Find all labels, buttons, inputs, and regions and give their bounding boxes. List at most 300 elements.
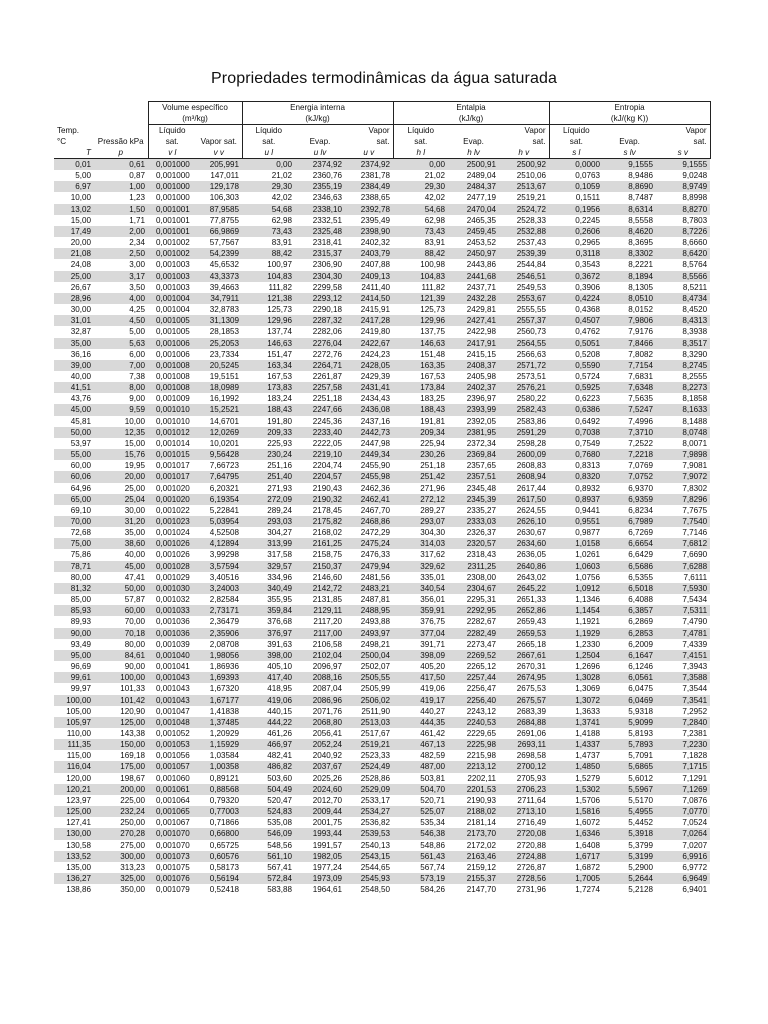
table-cell: 225,93 xyxy=(242,438,295,449)
table-cell: 583,88 xyxy=(242,884,295,895)
table-cell: 6,5686 xyxy=(603,561,656,572)
table-cell: 104,83 xyxy=(393,271,448,282)
pressure-header: Pressão kPa xyxy=(97,137,144,146)
table-cell: 0,001024 xyxy=(148,527,196,538)
table-cell: 0,001001 xyxy=(148,204,196,215)
table-cell: 2529,09 xyxy=(345,784,393,795)
table-cell: 2502,07 xyxy=(345,661,393,672)
table-cell: 0,7038 xyxy=(549,427,603,438)
table-cell: 5,3918 xyxy=(603,828,656,839)
table-cell: 21,02 xyxy=(242,170,295,181)
table-cell: 0,8313 xyxy=(549,460,603,471)
table-cell: 100,98 xyxy=(393,259,448,270)
group-enthalpy: Entalpia xyxy=(393,102,549,114)
table-cell: 7,5635 xyxy=(603,393,656,404)
table-cell: 2442,73 xyxy=(345,427,393,438)
table-cell: 2429,81 xyxy=(448,304,499,315)
table-cell: 120,21 xyxy=(54,784,94,795)
table-cell: 10,00 xyxy=(94,416,148,427)
table-cell: 1991,57 xyxy=(295,840,345,851)
table-cell: 111,82 xyxy=(393,282,448,293)
table-cell: 129,178 xyxy=(196,181,242,192)
table-row xyxy=(54,427,710,438)
table-cell: 0,001006 xyxy=(148,349,196,360)
table-cell: 225,94 xyxy=(393,438,448,449)
table-cell: 77,8755 xyxy=(196,215,242,226)
table-cell: 584,26 xyxy=(393,884,448,895)
table-cell: 0,001061 xyxy=(148,784,196,795)
table-cell: 5,4452 xyxy=(603,817,656,828)
table-cell: 0,001028 xyxy=(148,561,196,572)
table-cell: 15,2521 xyxy=(196,404,242,415)
table-cell: 340,49 xyxy=(242,583,295,594)
table-cell: 2598,28 xyxy=(499,438,549,449)
table-cell: 482,41 xyxy=(242,750,295,761)
group-entropy: Entropia xyxy=(549,102,710,114)
table-cell: 2071,76 xyxy=(295,706,345,717)
table-cell: 99,61 xyxy=(54,672,94,683)
table-cell: 2188,02 xyxy=(448,806,499,817)
table-cell: 121,39 xyxy=(393,293,448,304)
table-cell: 0,60576 xyxy=(196,851,242,862)
table-cell: 2417,91 xyxy=(448,338,499,349)
table-cell: 504,70 xyxy=(393,784,448,795)
table-row xyxy=(54,862,710,873)
table-cell: 104,83 xyxy=(242,271,295,282)
table-cell: 275,00 xyxy=(94,840,148,851)
table-cell: 20,00 xyxy=(54,237,94,248)
table-cell: 2282,06 xyxy=(295,326,345,337)
table-cell: 0,001005 xyxy=(148,315,196,326)
table-cell: 7,4339 xyxy=(656,639,710,650)
table-cell: 2332,51 xyxy=(295,215,345,226)
table-cell: 377,04 xyxy=(393,628,448,639)
table-cell: 60,06 xyxy=(54,471,94,482)
table-cell: 7,0876 xyxy=(656,795,710,806)
table-cell: 7,64795 xyxy=(196,471,242,482)
table-cell: 1,6072 xyxy=(549,817,603,828)
table-cell: 105,00 xyxy=(54,706,94,717)
table-cell: 39,00 xyxy=(54,360,94,371)
table-cell: 0,001010 xyxy=(148,416,196,427)
symbol-ulv: u lv xyxy=(313,148,327,157)
table-cell: 0,001057 xyxy=(148,761,196,772)
table-cell: 25,2053 xyxy=(196,338,242,349)
table-cell: 2202,11 xyxy=(448,773,499,784)
table-cell: 28,1853 xyxy=(196,326,242,337)
table-cell: 1,2696 xyxy=(549,661,603,672)
table-cell: 26,67 xyxy=(54,282,94,293)
table-cell: 1,37485 xyxy=(196,717,242,728)
table-row xyxy=(54,817,710,828)
table-cell: 90,00 xyxy=(94,661,148,672)
table-cell: 5,5967 xyxy=(603,784,656,795)
table-cell: 5,22841 xyxy=(196,505,242,516)
table-cell: 417,50 xyxy=(393,672,448,683)
table-cell: 572,84 xyxy=(242,873,295,884)
table-cell: 7,38 xyxy=(94,371,148,382)
table-cell: 1,0603 xyxy=(549,561,603,572)
table-cell: 34,7911 xyxy=(196,293,242,304)
table-cell: 88,42 xyxy=(393,248,448,259)
table-cell: 60,00 xyxy=(94,605,148,616)
table-cell: 30,00 xyxy=(54,304,94,315)
table-cell: 7,6690 xyxy=(656,549,710,560)
table-cell: 2037,67 xyxy=(295,761,345,772)
table-cell: 2,50 xyxy=(94,248,148,259)
table-cell: 2600,09 xyxy=(499,449,549,460)
table-cell: 198,67 xyxy=(94,773,148,784)
table-cell: 6,1246 xyxy=(603,661,656,672)
table-cell: 8,4520 xyxy=(656,304,710,315)
table-cell: 38,60 xyxy=(94,538,148,549)
table-cell: 20,00 xyxy=(94,471,148,482)
table-cell: 329,62 xyxy=(393,561,448,572)
table-cell: 2429,39 xyxy=(345,371,393,382)
table-cell: 116,04 xyxy=(54,761,94,772)
symbol-slv: s lv xyxy=(623,148,636,157)
table-cell: 4,50 xyxy=(94,315,148,326)
table-cell: 5,7893 xyxy=(603,739,656,750)
table-cell: 6,0561 xyxy=(603,672,656,683)
table-cell: 329,57 xyxy=(242,561,295,572)
table-cell: 0,58173 xyxy=(196,862,242,873)
table-cell: 2472,29 xyxy=(345,527,393,538)
table-cell: 6,9359 xyxy=(603,494,656,505)
table-cell: 2025,26 xyxy=(295,773,345,784)
table-cell: 1977,24 xyxy=(295,862,345,873)
table-cell: 376,68 xyxy=(242,616,295,627)
table-cell: 0,001000 xyxy=(148,159,196,171)
table-row xyxy=(54,304,710,315)
table-cell: 2345,39 xyxy=(448,494,499,505)
table-row xyxy=(54,438,710,449)
table-cell: 1,69393 xyxy=(196,672,242,683)
table-cell: 7,8302 xyxy=(656,483,710,494)
table-cell: 209,33 xyxy=(242,427,295,438)
table-cell: 2213,12 xyxy=(448,761,499,772)
table-cell: 73,43 xyxy=(393,226,448,237)
table-row xyxy=(54,192,710,203)
table-cell: 35,00 xyxy=(54,338,94,349)
table-cell: 0,5724 xyxy=(549,371,603,382)
table-cell: 2147,70 xyxy=(448,884,499,895)
table-cell: 8,9749 xyxy=(656,181,710,192)
table-cell: 0,3672 xyxy=(549,271,603,282)
table-cell: 2225,98 xyxy=(448,739,499,750)
table-cell: 80,00 xyxy=(54,572,94,583)
table-cell: 2392,05 xyxy=(448,416,499,427)
table-cell: 405,10 xyxy=(242,661,295,672)
table-cell: 0,2245 xyxy=(549,215,603,226)
table-row xyxy=(54,371,710,382)
table-cell: 6,7989 xyxy=(603,516,656,527)
table-cell: 0,001043 xyxy=(148,683,196,694)
table-cell: 28,96 xyxy=(54,293,94,304)
table-cell: 7,2218 xyxy=(603,449,656,460)
table-cell: 0,5590 xyxy=(549,360,603,371)
table-cell: 5,5170 xyxy=(603,795,656,806)
table-cell: 0,56194 xyxy=(196,873,242,884)
table-cell: 2247,66 xyxy=(295,404,345,415)
table-cell: 2381,95 xyxy=(448,427,499,438)
table-cell: 2,35906 xyxy=(196,628,242,639)
table-cell: 7,7154 xyxy=(603,360,656,371)
table-cell: 2318,41 xyxy=(295,237,345,248)
table-row xyxy=(54,561,710,572)
table-cell: 31,1309 xyxy=(196,315,242,326)
table-cell: 524,83 xyxy=(242,806,295,817)
table-cell: 30,00 xyxy=(94,505,148,516)
table-cell: 1,86936 xyxy=(196,661,242,672)
table-cell: 0,001064 xyxy=(148,795,196,806)
table-cell: 8,0152 xyxy=(603,304,656,315)
table-cell: 106,303 xyxy=(196,192,242,203)
table-cell: 9,00 xyxy=(94,393,148,404)
table-cell: 0,001000 xyxy=(148,192,196,203)
symbol-sv: s v xyxy=(656,147,710,159)
table-row xyxy=(54,806,710,817)
table-cell: 376,97 xyxy=(242,628,295,639)
table-cell: 391,63 xyxy=(242,639,295,650)
table-cell: 1,5706 xyxy=(549,795,603,806)
table-cell: 14,6701 xyxy=(196,416,242,427)
table-cell: 2142,72 xyxy=(295,583,345,594)
header-row-groups xyxy=(54,102,710,114)
table-cell: 2624,55 xyxy=(499,505,549,516)
table-cell: 2,00 xyxy=(94,226,148,237)
table-cell: 0,001076 xyxy=(148,873,196,884)
table-cell: 32,87 xyxy=(54,326,94,337)
table-cell: 105,97 xyxy=(54,717,94,728)
symbol-p: p xyxy=(118,148,123,157)
table-cell: 418,95 xyxy=(242,683,295,694)
table-cell: 2052,24 xyxy=(295,739,345,750)
table-cell: 444,22 xyxy=(242,717,295,728)
table-cell: 2436,08 xyxy=(345,404,393,415)
table-cell: 356,01 xyxy=(393,594,448,605)
table-cell: 9,1555 xyxy=(603,159,656,171)
table-cell: 2338,10 xyxy=(295,204,345,215)
table-cell: 2652,86 xyxy=(499,605,549,616)
table-cell: 0,001060 xyxy=(148,773,196,784)
table-cell: 2546,51 xyxy=(499,271,549,282)
table-cell: 5,03954 xyxy=(196,516,242,527)
table-cell: 2553,67 xyxy=(499,293,549,304)
table-cell: 2325,48 xyxy=(295,226,345,237)
table-cell: 2475,24 xyxy=(345,538,393,549)
table-cell: 1,3072 xyxy=(549,695,603,706)
table-cell: 466,97 xyxy=(242,739,295,750)
table-cell: 2716,49 xyxy=(499,817,549,828)
table-cell: 0,001033 xyxy=(148,605,196,616)
table-cell: 0,001002 xyxy=(148,248,196,259)
table-cell: 2159,12 xyxy=(448,862,499,873)
table-cell: 0,001023 xyxy=(148,516,196,527)
table-cell: 0,001030 xyxy=(148,583,196,594)
table-cell: 317,62 xyxy=(393,549,448,560)
table-cell: 2265,12 xyxy=(448,661,499,672)
table-cell: 2024,60 xyxy=(295,784,345,795)
table-row xyxy=(54,215,710,226)
table-cell: 2700,12 xyxy=(499,761,549,772)
table-cell: 6,9370 xyxy=(603,483,656,494)
table-row xyxy=(54,873,710,884)
table-cell: 1,4850 xyxy=(549,761,603,772)
table-cell: 2384,49 xyxy=(345,181,393,192)
table-cell: 64,96 xyxy=(54,483,94,494)
table-cell: 8,4734 xyxy=(656,293,710,304)
table-cell: 70,00 xyxy=(54,516,94,527)
table-cell: 2573,51 xyxy=(499,371,549,382)
table-cell: 0,001065 xyxy=(148,806,196,817)
table-cell: 2560,73 xyxy=(499,326,549,337)
table-cell: 1,2504 xyxy=(549,650,603,661)
symbol-vv: v v xyxy=(213,148,224,157)
table-cell: 5,9318 xyxy=(603,706,656,717)
table-cell: 8,0510 xyxy=(603,293,656,304)
table-cell: 2675,57 xyxy=(499,695,549,706)
table-cell: 2500,91 xyxy=(448,159,499,171)
table-cell: 2,08708 xyxy=(196,639,242,650)
table-cell: 2422,98 xyxy=(448,326,499,337)
table-cell: 0,1956 xyxy=(549,204,603,215)
table-cell: 2150,37 xyxy=(295,561,345,572)
table-row xyxy=(54,483,710,494)
table-cell: 2726,87 xyxy=(499,862,549,873)
table-cell: 8,3695 xyxy=(603,237,656,248)
table-cell: 7,7675 xyxy=(656,505,710,516)
table-cell: 7,6111 xyxy=(656,572,710,583)
table-cell: 173,84 xyxy=(393,382,448,393)
table-cell: 487,00 xyxy=(393,761,448,772)
table-cell: 2308,00 xyxy=(448,572,499,583)
table-cell: 7,3588 xyxy=(656,672,710,683)
table-cell: 2462,41 xyxy=(345,494,393,505)
table-cell: 2269,52 xyxy=(448,650,499,661)
table-cell: 9,1555 xyxy=(656,159,710,171)
table-cell: 15,00 xyxy=(94,438,148,449)
table-row xyxy=(54,338,710,349)
table-cell: 75,86 xyxy=(54,549,94,560)
table-cell: 2583,86 xyxy=(499,416,549,427)
table-cell: 3,99298 xyxy=(196,549,242,560)
table-cell: 2493,88 xyxy=(345,616,393,627)
table-cell: 8,6660 xyxy=(656,237,710,248)
table-cell: 2537,43 xyxy=(499,237,549,248)
table-cell: 2511,90 xyxy=(345,706,393,717)
table-cell: 0,001052 xyxy=(148,728,196,739)
table-cell: 0,1511 xyxy=(549,192,603,203)
table-cell: 548,86 xyxy=(393,840,448,851)
table-cell: 205,991 xyxy=(196,159,242,171)
table-cell: 7,2381 xyxy=(656,728,710,739)
table-row xyxy=(54,237,710,248)
table-cell: 0,001036 xyxy=(148,616,196,627)
table-cell: 137,74 xyxy=(242,326,295,337)
table-cell: 8,2221 xyxy=(603,259,656,270)
table-cell: 2290,18 xyxy=(295,304,345,315)
table-cell: 5,00 xyxy=(54,170,94,181)
table-cell: 2146,60 xyxy=(295,572,345,583)
table-cell: 398,00 xyxy=(242,650,295,661)
table-cell: 1,5279 xyxy=(549,773,603,784)
table-cell: 225,00 xyxy=(94,795,148,806)
table-row xyxy=(54,326,710,337)
table-cell: 317,58 xyxy=(242,549,295,560)
table-cell: 535,34 xyxy=(393,817,448,828)
table-cell: 2555,55 xyxy=(499,304,549,315)
table-cell: 8,2745 xyxy=(656,360,710,371)
table-row xyxy=(54,761,710,772)
table-row xyxy=(54,594,710,605)
table-cell: 2190,32 xyxy=(295,494,345,505)
table-cell: 0,001043 xyxy=(148,672,196,683)
table-cell: 9,56428 xyxy=(196,449,242,460)
evap-u: Evap. xyxy=(309,137,331,146)
table-cell: 7,0770 xyxy=(656,806,710,817)
table-cell: 1,5816 xyxy=(549,806,603,817)
table-cell: 209,34 xyxy=(393,427,448,438)
table-cell: 5,8193 xyxy=(603,728,656,739)
table-cell: 1,67320 xyxy=(196,683,242,694)
table-cell: 111,35 xyxy=(54,739,94,750)
table-cell: 167,53 xyxy=(242,371,295,382)
table-cell: 21,08 xyxy=(54,248,94,259)
table-cell: 50,00 xyxy=(54,427,94,438)
table-cell: 151,47 xyxy=(242,349,295,360)
table-cell: 57,7567 xyxy=(196,237,242,248)
table-cell: 0,001008 xyxy=(148,371,196,382)
table-cell: 2346,63 xyxy=(295,192,345,203)
table-cell: 2163,46 xyxy=(448,851,499,862)
table-cell: 6,8234 xyxy=(603,505,656,516)
table-cell: 0,001073 xyxy=(148,851,196,862)
table-cell: 0,001015 xyxy=(148,449,196,460)
table-cell: 0,001026 xyxy=(148,538,196,549)
table-row xyxy=(54,650,710,661)
table-row xyxy=(54,672,710,683)
table-cell: 2470,04 xyxy=(448,204,499,215)
table-cell: 9,0248 xyxy=(656,170,710,181)
table-cell: 0,00 xyxy=(393,159,448,171)
table-cell: 2481,56 xyxy=(345,572,393,583)
table-cell: 2505,55 xyxy=(345,672,393,683)
table-cell: 0,001029 xyxy=(148,572,196,583)
symbol-T: T xyxy=(86,148,91,157)
table-row xyxy=(54,282,710,293)
table-cell: 9,59 xyxy=(94,404,148,415)
table-cell: 2282,67 xyxy=(448,616,499,627)
table-cell: 1,6717 xyxy=(549,851,603,862)
table-cell: 2131,85 xyxy=(295,594,345,605)
table-cell: 2155,37 xyxy=(448,873,499,884)
table-cell: 2204,57 xyxy=(295,471,345,482)
table-cell: 3,57594 xyxy=(196,561,242,572)
sat-u-l: sat. xyxy=(242,136,295,147)
table-cell: 2393,99 xyxy=(448,404,499,415)
table-cell: 2012,70 xyxy=(295,795,345,806)
table-cell: 0,001017 xyxy=(148,471,196,482)
table-cell: 2608,94 xyxy=(499,471,549,482)
table-cell: 0,001004 xyxy=(148,304,196,315)
table-cell: 7,8082 xyxy=(603,349,656,360)
table-cell: 546,38 xyxy=(393,828,448,839)
table-cell: 100,00 xyxy=(54,695,94,706)
table-cell: 2432,28 xyxy=(448,293,499,304)
table-cell: 65,00 xyxy=(54,494,94,505)
table-cell: 8,7803 xyxy=(656,215,710,226)
